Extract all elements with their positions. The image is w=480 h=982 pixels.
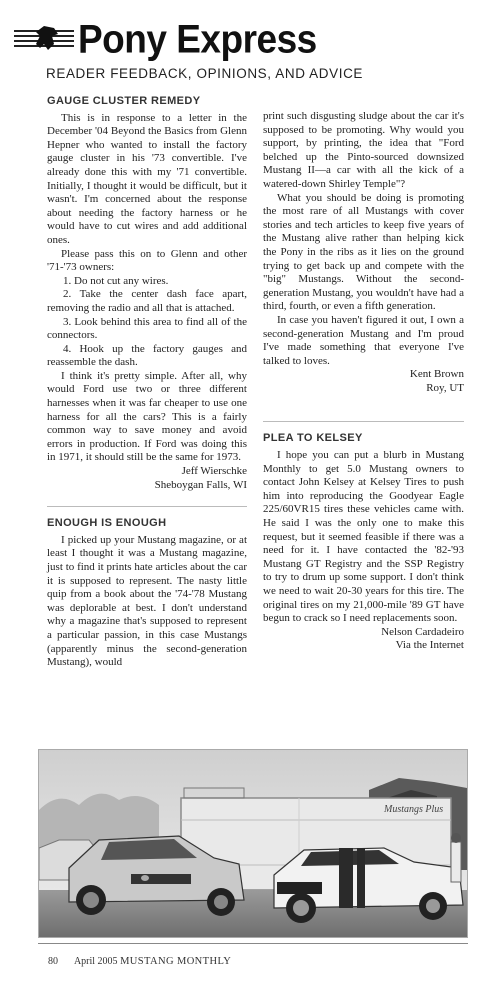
- article-heading-gauge: GAUGE CLUSTER REMEDY: [47, 95, 201, 107]
- kelsey-paragraph-1: I hope you can put a blurb in Mustang Monthly to get 5.0 Mustang owners to contact John Kelsey at Kelsey Tires to push him into reproducing the Goodyear Eagle 225/60VR15 tires these vehicles came with. He said I was the only one to make this request, but it seemed feasible if there was a need for it. I have contacted the '82-'93 Mustang GT Registry and the SSP Registry to try to drum up some support. I don't think we need to wait 20-30 years for this tire. The original tires on my 21,000-mile '89 GT have begun to crack so I need replacements soon.: [263, 449, 464, 625]
- issue-date: April 2005: [73, 956, 118, 967]
- page-number: 80: [48, 956, 58, 967]
- trailer-lettering: Mustangs Plus: [384, 804, 444, 815]
- article-divider: [47, 506, 247, 507]
- masthead: [0, 10, 480, 68]
- gauge-step-3: 3. Look behind this area to find all of the connectors.: [47, 315, 247, 342]
- section-title: Pony Express: [78, 16, 317, 62]
- enough-paragraph-1: I picked up your Mustang magazine, or at least I thought it was a Mustang magazine, just to find it prints hate articles about the car it is supposed to represent. The nasty little quip from a book about the '74-'78 Mustang was deplorable at best. I don't understand why a magazine that's supposed to represent a particular passion, in this case Mustangs (apparently minus the second-generation Mustang), would: [47, 533, 247, 669]
- photo-illustration: [39, 750, 467, 937]
- gauge-step-4: 4. Hook up the factory gauges and reassemble the dash.: [47, 342, 247, 369]
- page-footer: [48, 956, 231, 967]
- article-heading-kelsey: PLEA TO KELSEY: [263, 432, 363, 445]
- left-column: [47, 95, 247, 670]
- article-heading-enough: ENOUGH IS ENOUGH: [47, 517, 167, 530]
- gauge-paragraph-3: I think it's pretty simple. After all, why would Ford use two or three different harnesses when it was far cheaper to use one harness for all the cars? This is a fairly common way to save money and avoid errors in production. If Ford was doing this in 1971, it should still be the same for 1973.: [47, 369, 247, 464]
- gauge-step-1: 1. Do not cut any wires.: [63, 274, 169, 287]
- article-divider: [263, 421, 464, 422]
- enough-location: Roy, UT: [426, 381, 464, 394]
- gauge-location: Sheboygan Falls, WI: [154, 478, 247, 491]
- kelsey-location: Via the Internet: [395, 639, 464, 652]
- magazine-name: MUSTANG MONTHLY: [120, 956, 232, 967]
- footer-rule: [38, 943, 468, 944]
- enough-author: Kent Brown: [409, 368, 464, 381]
- mustangs-photo: [38, 749, 468, 938]
- gauge-step-2: 2. Take the center dash face apart, removing the radio and all that is attached.: [47, 288, 247, 314]
- gauge-author: Jeff Wierschke: [181, 465, 247, 478]
- gauge-paragraph-2: Please pass this on to Glenn and other '71-'73 owners:: [47, 247, 247, 274]
- enough-paragraph-1-continued: print such disgusting sludge about the car it's supposed to be promoting. Why would you support, by printing, the idea that "Ford belched up the Pinto-sourced downsized Mustang II—a car with all the kick of a watered-down Shirley Temple"?: [263, 110, 464, 190]
- section-subtitle: READER FEEDBACK, OPINIONS, AND ADVICE: [46, 66, 364, 81]
- right-column: [263, 110, 464, 653]
- enough-paragraph-3: In case you haven't figured it out, I own a second-generation Mustang and I'm proud I've made something that everyone I've talked to loves.: [263, 313, 464, 367]
- enough-paragraph-2: What you should be doing is promoting the most rare of all Mustangs with cover stories and tech articles to keep five years of the Mustang alive rather than helping kick the Pony in the ribs as it lies on the ground trying to get back up and compete with the "big" Mustangs. Without the second-generation Mustang, you wouldn't have had a third, fourth, or even a fifth generation.: [263, 191, 464, 313]
- kelsey-author: Nelson Cardadeiro: [381, 625, 464, 638]
- gauge-paragraph-1: This is in response to a letter in the December '04 Beyond the Basics from Glenn Hepner who wanted to install the factory gauge cluster in his '73 convertible. I've already done this with my '71 convertible. Initially, I thought it would be difficult, but it wasn't. I'm concerned about the response about needing the factory harness or he would have to cut wires and add additional ones.: [47, 111, 247, 246]
- pony-logo-icon: [14, 24, 74, 52]
